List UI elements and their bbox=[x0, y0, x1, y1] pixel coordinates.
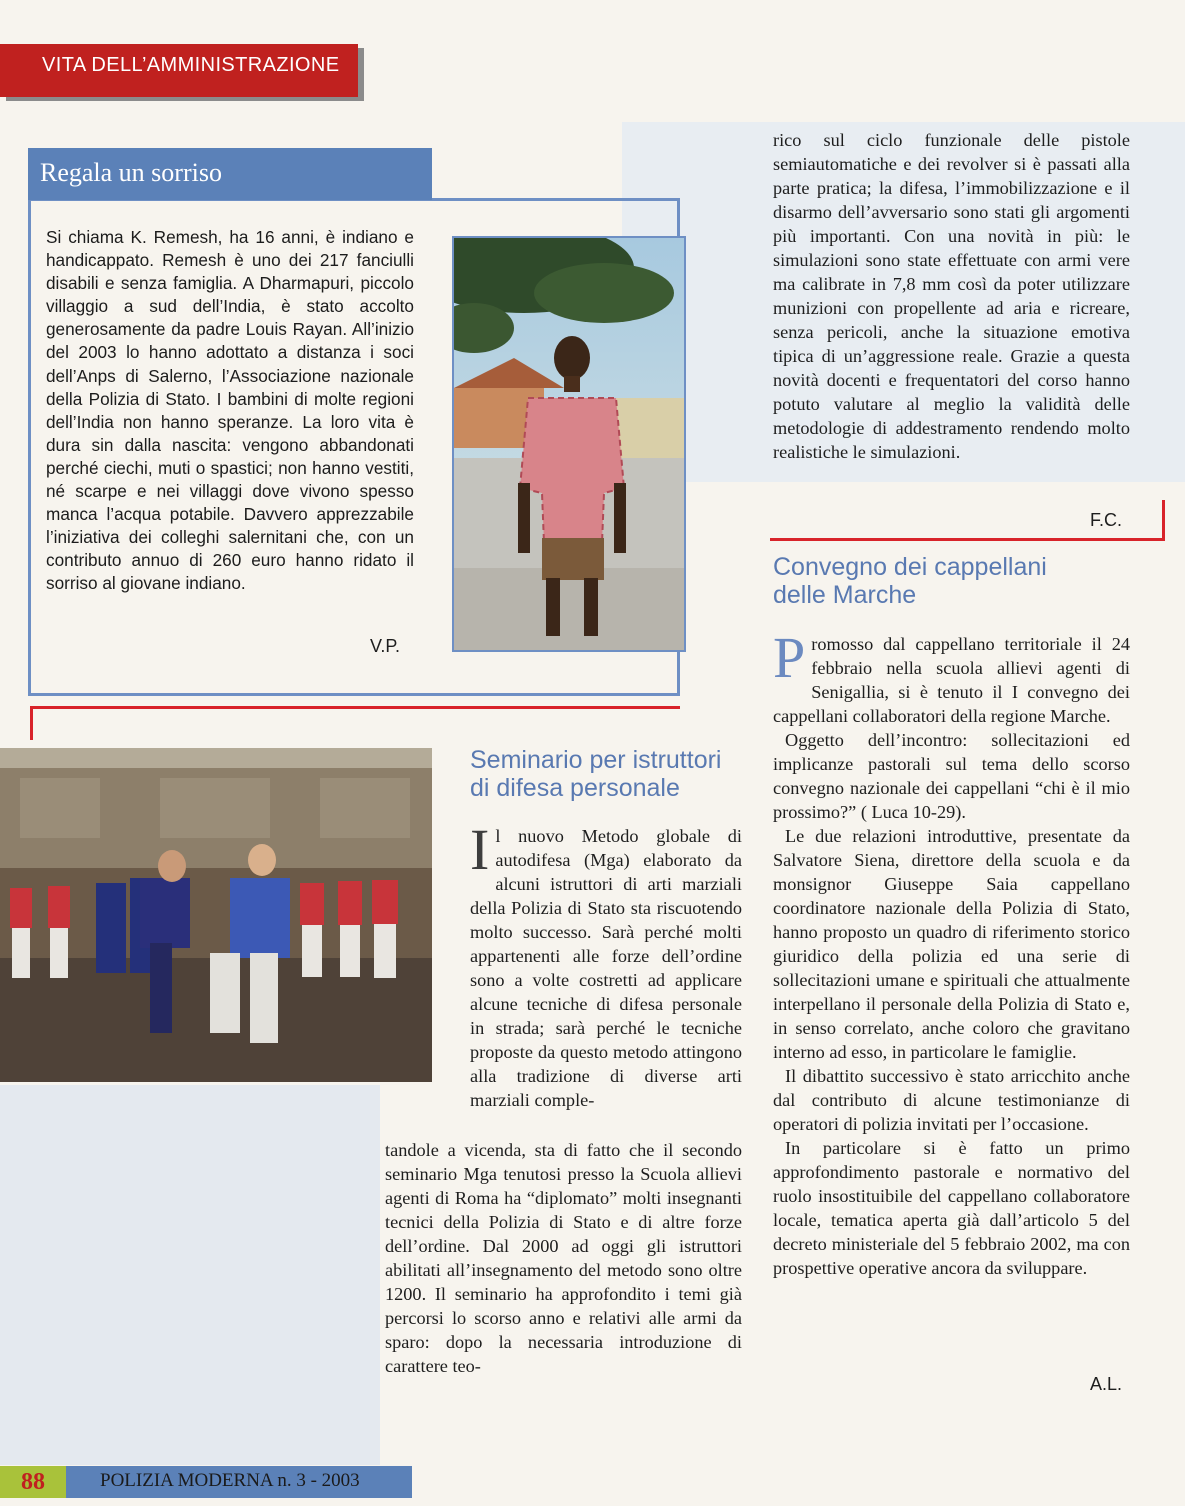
seminar-dropcap: I bbox=[470, 817, 490, 882]
chaplains-paragraph-4: Il dibattito successivo è stato arricchito anche dal contributo di alcune testimonianze di operatori di polizia invitati per l’occasione. bbox=[773, 1066, 1130, 1134]
photo-training-image bbox=[0, 748, 432, 1082]
photo-training-session bbox=[0, 748, 432, 1082]
chaplains-paragraph-1 bbox=[773, 625, 1130, 728]
seminar-text-part2: tandole a vicenda, sta di fatto che il secondo seminario Mga tenutosi presso la Scuola allievi agenti di Roma ha “diplomato” molti insegnanti tecnici della Polizia di Stato e di altre forze dell’ordine. Dal 2000 ad oggi gli istruttori abilitati all’insegnamento del metodo sono oltre 1200. Il seminario ha approfondito i temi già percorsi lo scorso anno e relativi alle armi da sparo: dopo la necessaria introduzione di carattere teo- bbox=[385, 1140, 742, 1376]
seminar-text-col2 bbox=[773, 128, 1130, 464]
chaplains-paragraph-3: Le due relazioni introduttive, presentate da Salvatore Siena, direttore della scuola e da monsignor Giuseppe Saia cappellano coordinatore nazionale della Polizia di Stato, hanno proposto un quadro di riferimento storico giuridico della polizia ed una serie di sollecitazioni umane e spirituali che attualmente interpellano il personale della Polizia di Stato e, in senso correlato, anche coloro che gravitano interno ad esso, in particolare le famiglie. bbox=[773, 826, 1130, 1062]
chaplains-headline-line2: delle Marche bbox=[773, 581, 917, 609]
chaplains-signature: A.L. bbox=[1090, 1374, 1123, 1394]
chaplains-headline bbox=[773, 553, 1133, 609]
section-label: VITA DELL’AMMINISTRAZIONE bbox=[42, 54, 340, 76]
section-banner bbox=[0, 44, 358, 97]
seminar-text-part1: l nuovo Metodo globale di autodifesa (Mga) elaborato da alcuni istruttori di arti marziali della Polizia di Stato sta riscuotendo molto successo. Sarà perché molti appartenenti alle forze dell’ordine sono a volte costretti ad applicare alcune tecniche di difesa personale in strada; sarà perché le tecniche proposte da questo metodo attingono alla tradizione di diverse arti marziali comple- bbox=[470, 826, 742, 1110]
photo-boy bbox=[452, 236, 686, 652]
article-box-body: Si chiama K. Remesh, ha 16 anni, è indiano e handicappato. Remesh è uno dei 217 fanciulli disabili e senza famiglia. A Dharmapuri, piccolo villaggio a sud dell’India, è stato accolto generosamente da padre Louis Rayan. All’inizio del 2003 lo hanno adottato a distanza i soci dell’Anps di Salerno, l’Associazione nazionale della Polizia di Stato. I bambini di molte regioni dell’India non hanno speranze. La loro vita è dura sin dalla nascita: vengono abbandonati perché ciechi, muti o spastici; non hanno vestiti, né scarpe e nei villaggi dove vivono spesso manca l’acqua potabile. Davvero apprezzabile l’iniziativa dei colleghi salernitani che, con un contributo annuo di 260 euro hanno ridato il sorriso al giovane indiano. bbox=[46, 227, 414, 594]
separator-rule-left-tick bbox=[30, 706, 33, 740]
chaplains-dropcap: P bbox=[773, 625, 806, 690]
chaplains-paragraph-1-text: romosso dal cappellano territoriale il 24 febbraio nella scuola allievi agenti di Senigallia, si è tenuto il I convegno dei cappellani collaboratori della regione Marche. bbox=[773, 634, 1130, 726]
seminar-headline-line1: Seminario per istruttori bbox=[470, 746, 722, 774]
seminar-text-col1-top bbox=[470, 817, 742, 1112]
article-box-title-bar bbox=[28, 148, 432, 200]
chaplains-paragraph-5: In particolare si è fatto un primo approfondimento pastorale e normativo del ruolo insostituibile del cappellano collaboratore locale, tematica aperta già dall’articolo 5 del decreto ministeriale del 5 febbraio 2002, ma con prospettive operative ancora da sviluppare. bbox=[773, 1138, 1130, 1278]
chaplains-paragraph-2: Oggetto dell’incontro: sollecitazioni ed implicanze pastorali sul tema dello scorso convegno nazionale dei cappellani “chi è il mio prossimo?” ( Luca 10-29). bbox=[773, 730, 1130, 822]
page-number: 88 bbox=[0, 1466, 66, 1498]
seminar-headline bbox=[470, 746, 770, 802]
seminar-text-part3: rico sul ciclo funzionale delle pistole semiautomatiche e dei revolver si è passati alla parte pratica; la difesa, l’immobilizzazione e il disarmo dell’avversario sono stati gli argomenti più importanti. Con una novità in più: le simulazioni sono state effettuate con armi vere ma calibrate in 7,8 mm così da poter utilizzare munizioni con propellente ad aria e ricreare, senza pericoli, anche la situazione emotiva tipica di un’aggressione reale. Grazie a questa novità docenti e frequentatori del corso hanno potuto valutare al meglio la validità delle metodologie di addestramento rendendo molto realistiche le simulazioni. bbox=[773, 130, 1130, 462]
separator-rule-right bbox=[770, 538, 1165, 541]
photo-boy-image bbox=[454, 238, 684, 650]
seminar-signature: F.C. bbox=[1090, 510, 1123, 530]
separator-rule-left bbox=[30, 706, 680, 709]
chaplains-text bbox=[773, 625, 1130, 1280]
chaplains-headline-line1: Convegno dei cappellani bbox=[773, 553, 1047, 581]
seminar-headline-line2: di difesa personale bbox=[470, 774, 680, 802]
article-box-signature: V.P. bbox=[370, 636, 401, 656]
seminar-text-col1-bottom bbox=[385, 1138, 742, 1378]
article-box-title: Regala un sorriso bbox=[40, 158, 222, 187]
page-footer bbox=[0, 1466, 412, 1498]
separator-rule-right-tick bbox=[1162, 500, 1165, 541]
magazine-issue: POLIZIA MODERNA n. 3 - 2003 bbox=[100, 1470, 360, 1491]
background-panel-lower bbox=[0, 1085, 380, 1465]
